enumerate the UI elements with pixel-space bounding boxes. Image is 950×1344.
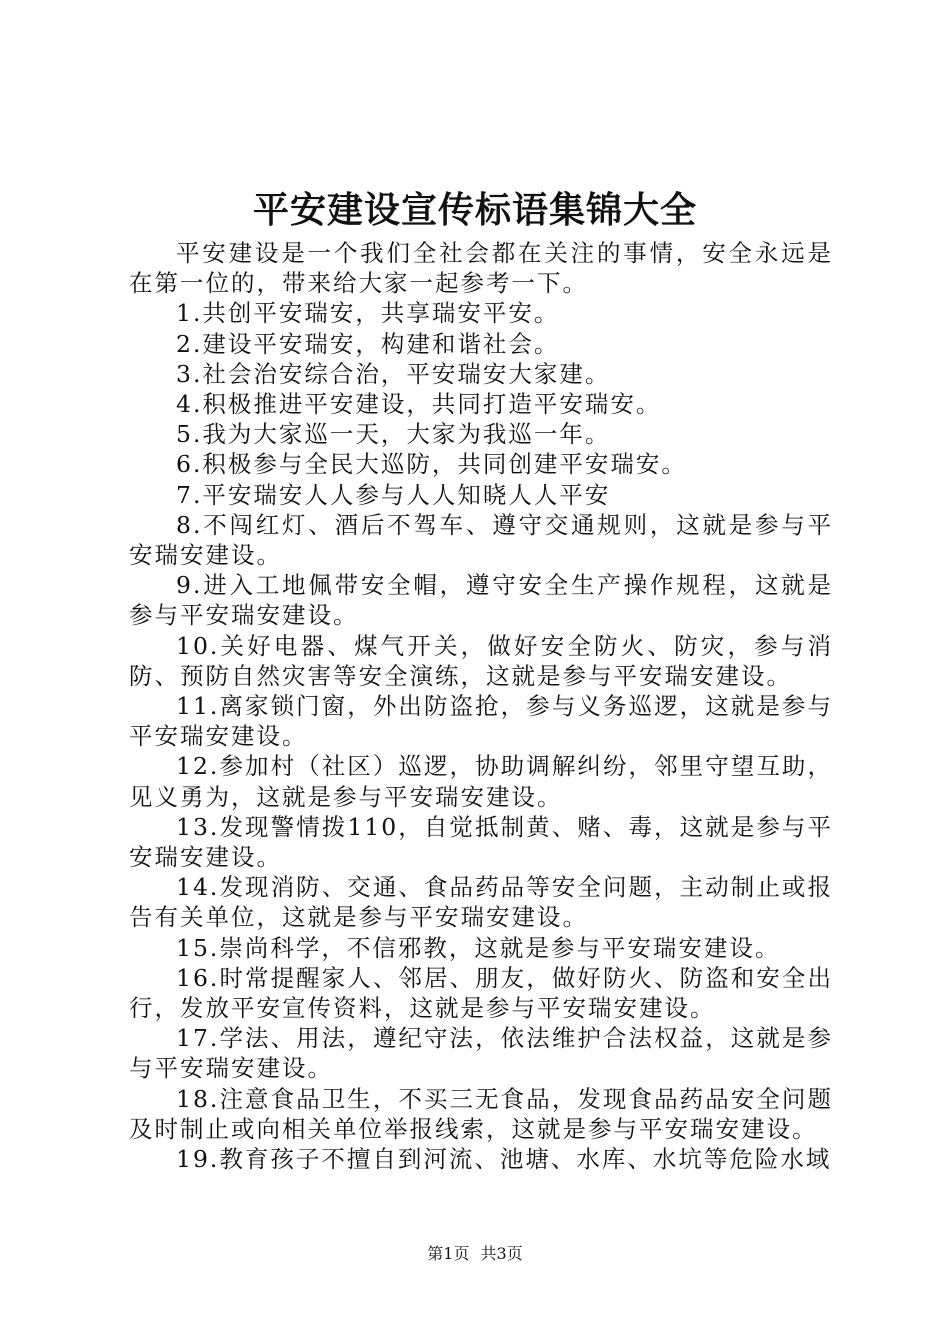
slogan-item: 2.建设平安瑞安，构建和谐社会。 bbox=[176, 329, 560, 358]
slogan-item: 13.发现警情拨110，自觉抵制黄、赌、毒，这就是参与平安瑞安建设。 bbox=[129, 812, 833, 872]
slogan-item: 9.进入工地佩带安全帽，遵守安全生产操作规程，这就是参与平安瑞安建设。 bbox=[129, 571, 833, 630]
slogan-item: 8.不闯红灯、酒后不驾车、遵守交通规则，这就是参与平安瑞安建设。 bbox=[129, 510, 833, 570]
slogan-item: 4.积极推进平安建设，共同打造平安瑞安。 bbox=[176, 390, 662, 419]
slogan-item: 18.注意食品卫生，不买三无食品，发现食品药品安全问题及时制止或向相关单位举报线索，这就是参与平安瑞安建设。 bbox=[129, 1084, 833, 1143]
slogan-item: 16.时常提醒家人、邻居、朋友，做好防火、防盗和安全出行，发放平安宣传资料，这就是参与平安瑞安建设。 bbox=[129, 963, 833, 1023]
slogan-item: 14.发现消防、交通、食品药品等安全问题，主动制止或报告有关单位，这就是参与平安瑞安建设。 bbox=[129, 873, 833, 932]
page-total: 共3页 bbox=[480, 1244, 523, 1263]
slogan-item: 5.我为大家巡一天，大家为我巡一年。 bbox=[176, 420, 611, 449]
slogan-item: 12.参加村（社区）巡逻，协助调解纠纷，邻里守望互助，见义勇为，这就是参与平安瑞安建设。 bbox=[129, 752, 833, 811]
slogan-item: 19.教育孩子不擅自到河流、池塘、水库、水坑等危险水域 bbox=[176, 1145, 832, 1174]
slogan-item: 3.社会治安综合治，平安瑞安大家建。 bbox=[176, 359, 611, 388]
slogan-item: 6.积极参与全民大巡防，共同创建平安瑞安。 bbox=[176, 450, 687, 479]
slogan-item: 11.离家锁门窗，外出防盗抢，参与义务巡逻，这就是参与平安瑞安建设。 bbox=[129, 692, 833, 751]
intro-paragraph: 平安建设是一个我们全社会都在关注的事情，安全永远是在第一位的，带来给大家一起参考一下。 bbox=[129, 239, 833, 298]
slogan-item: 15.崇尚科学，不信邪教，这就是参与平安瑞安建设。 bbox=[176, 933, 781, 962]
page-footer bbox=[0, 1243, 950, 1265]
slogan-item: 7.平安瑞安人人参与人人知晓人人平安 bbox=[176, 480, 611, 509]
page-title: 平安建设宣传标语集锦大全 bbox=[252, 189, 697, 231]
slogan-item: 17.学法、用法，遵纪守法，依法维护合法权益，这就是参与平安瑞安建设。 bbox=[129, 1024, 833, 1083]
document-body bbox=[129, 238, 833, 1174]
slogan-item: 10.关好电器、煤气开关，做好安全防火、防灾，参与消防、预防自然灾害等安全演练，这就是参与平安瑞安建设。 bbox=[129, 631, 833, 690]
page-number: 第1页 bbox=[427, 1244, 470, 1263]
slogan-item: 1.共创平安瑞安，共享瑞安平安。 bbox=[176, 299, 560, 328]
